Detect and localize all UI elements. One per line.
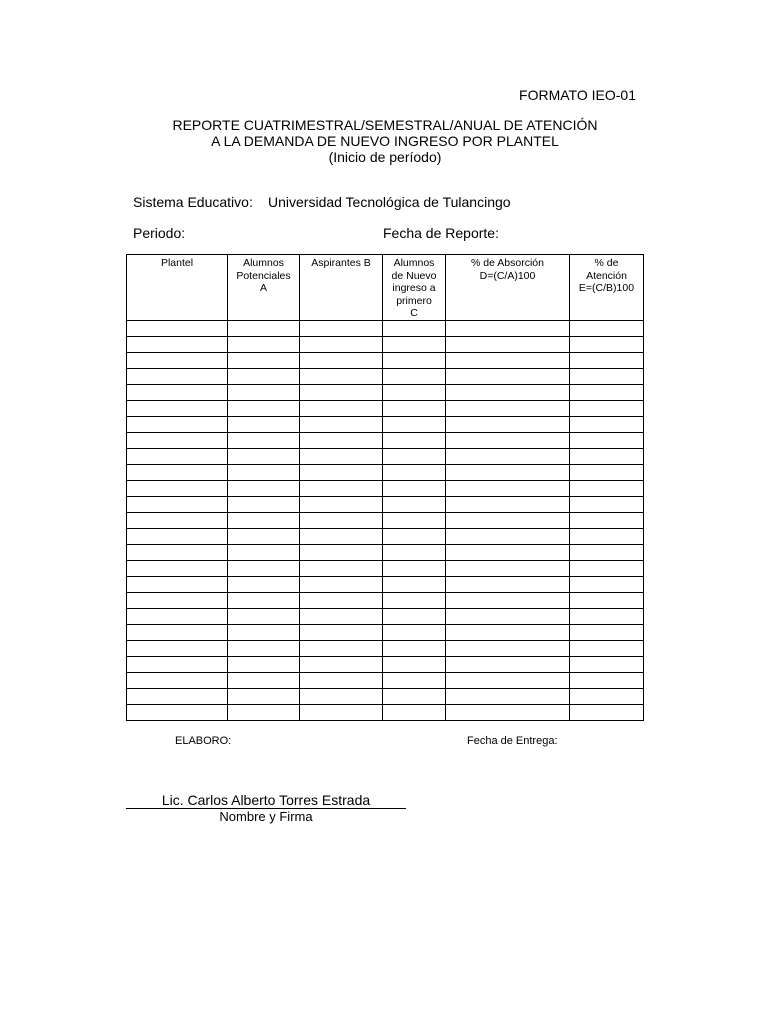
- table-cell: [383, 400, 446, 416]
- table-row: [127, 352, 644, 368]
- table-cell: [300, 640, 383, 656]
- report-date-label: Fecha de Reporte:: [383, 225, 499, 241]
- table-cell: [127, 608, 228, 624]
- table-cell: [228, 688, 300, 704]
- table-cell: [300, 336, 383, 352]
- table-cell: [570, 448, 644, 464]
- table-cell: [228, 624, 300, 640]
- header-line: primero: [396, 294, 432, 307]
- prepared-by-label: ELABORO:: [175, 735, 232, 747]
- table-cell: [570, 656, 644, 672]
- table-row: [127, 624, 644, 640]
- table-cell: [228, 496, 300, 512]
- table-cell: [383, 432, 446, 448]
- table-row: [127, 704, 644, 720]
- table-row: [127, 416, 644, 432]
- table-cell: [383, 384, 446, 400]
- header-line: C: [410, 307, 418, 319]
- table-cell: [383, 448, 446, 464]
- header-line: % de Absorción: [471, 257, 544, 269]
- table-cell: [383, 640, 446, 656]
- table-row: [127, 544, 644, 560]
- table-cell: [127, 656, 228, 672]
- table-row: [127, 400, 644, 416]
- table-cell: [446, 512, 570, 528]
- table-cell: [228, 352, 300, 368]
- format-code: FORMATO IEO-01: [519, 87, 636, 103]
- table-cell: [300, 672, 383, 688]
- table-cell: [570, 640, 644, 656]
- table-cell: [228, 464, 300, 480]
- table-cell: [300, 704, 383, 720]
- col-header-potential-students: [228, 255, 300, 321]
- table-cell: [127, 496, 228, 512]
- table-cell: [383, 672, 446, 688]
- table-cell: [570, 416, 644, 432]
- table-cell: [127, 432, 228, 448]
- table-cell: [127, 704, 228, 720]
- table-cell: [228, 608, 300, 624]
- table-cell: [228, 640, 300, 656]
- table-cell: [127, 320, 228, 336]
- table-cell: [127, 448, 228, 464]
- col-header-absorption: [446, 255, 570, 321]
- table-cell: [446, 320, 570, 336]
- table-cell: [127, 592, 228, 608]
- table-cell: [300, 576, 383, 592]
- table-cell: [570, 432, 644, 448]
- table-cell: [300, 432, 383, 448]
- table-row: [127, 384, 644, 400]
- table-cell: [127, 512, 228, 528]
- table-cell: [383, 464, 446, 480]
- header-line: Alumnos: [393, 257, 435, 269]
- table-cell: [228, 704, 300, 720]
- table-row: [127, 496, 644, 512]
- table-cell: [383, 608, 446, 624]
- table-cell: [570, 384, 644, 400]
- education-system-label: Sistema Educativo:: [133, 194, 253, 210]
- table-cell: [383, 416, 446, 432]
- table-cell: [300, 400, 383, 416]
- table-cell: [228, 480, 300, 496]
- table-cell: [300, 592, 383, 608]
- table-cell: [127, 624, 228, 640]
- table-cell: [228, 368, 300, 384]
- col-header-plantel: [127, 255, 228, 321]
- table-cell: [300, 448, 383, 464]
- table-cell: [383, 320, 446, 336]
- enrollment-report-table: [126, 254, 644, 721]
- table-row: [127, 672, 644, 688]
- table-cell: [228, 672, 300, 688]
- table-cell: [446, 480, 570, 496]
- table-cell: [300, 496, 383, 512]
- table-row: [127, 528, 644, 544]
- table-cell: [570, 336, 644, 352]
- table-cell: [300, 688, 383, 704]
- table-header-row: [127, 255, 644, 321]
- table-cell: [570, 464, 644, 480]
- table-cell: [570, 544, 644, 560]
- table-cell: [570, 576, 644, 592]
- table-cell: [383, 512, 446, 528]
- table-cell: [228, 560, 300, 576]
- table-cell: [446, 416, 570, 432]
- table-cell: [127, 560, 228, 576]
- header-line: ingreso a: [392, 282, 436, 294]
- table-cell: [300, 544, 383, 560]
- table-cell: [383, 528, 446, 544]
- education-system-value: Universidad Tecnológica de Tulancingo: [268, 194, 511, 210]
- table-cell: [228, 432, 300, 448]
- table-cell: [446, 336, 570, 352]
- table-cell: [300, 512, 383, 528]
- table-cell: [446, 640, 570, 656]
- signature-caption: Nombre y Firma: [219, 809, 313, 824]
- table-cell: [446, 432, 570, 448]
- header-line: % de: [594, 257, 619, 269]
- table-cell: [446, 560, 570, 576]
- signer-name: Lic. Carlos Alberto Torres Estrada: [161, 792, 371, 808]
- table-row: [127, 448, 644, 464]
- header-line: D=(C/A)100: [479, 269, 536, 282]
- table-cell: [570, 320, 644, 336]
- table-cell: [383, 576, 446, 592]
- table-cell: [446, 576, 570, 592]
- table-cell: [383, 704, 446, 720]
- col-header-applicants: [300, 255, 383, 321]
- col-header-new-students: [383, 255, 446, 321]
- header-line: Alumnos: [243, 257, 284, 269]
- table-row: [127, 464, 644, 480]
- table-cell: [383, 624, 446, 640]
- table-cell: [300, 464, 383, 480]
- table-row: [127, 640, 644, 656]
- table-cell: [300, 416, 383, 432]
- table-cell: [570, 528, 644, 544]
- table-row: [127, 688, 644, 704]
- table-cell: [383, 688, 446, 704]
- table-cell: [570, 688, 644, 704]
- table-cell: [300, 560, 383, 576]
- table-cell: [570, 672, 644, 688]
- table-cell: [383, 336, 446, 352]
- table-cell: [228, 448, 300, 464]
- table-cell: [127, 464, 228, 480]
- table-cell: [446, 384, 570, 400]
- table-cell: [446, 544, 570, 560]
- table-cell: [127, 688, 228, 704]
- period-label: Periodo:: [133, 225, 186, 241]
- table-cell: [228, 512, 300, 528]
- table-cell: [383, 496, 446, 512]
- table-cell: [383, 592, 446, 608]
- table-cell: [446, 656, 570, 672]
- report-title-line-1: REPORTE CUATRIMESTRAL/SEMESTRAL/ANUAL DE ATENCIÓN: [172, 117, 598, 133]
- table-cell: [446, 496, 570, 512]
- table-cell: [127, 368, 228, 384]
- col-header-attention: [570, 255, 644, 321]
- table-cell: [446, 368, 570, 384]
- table-cell: [570, 592, 644, 608]
- table-cell: [446, 608, 570, 624]
- table-row: [127, 608, 644, 624]
- table-cell: [570, 400, 644, 416]
- table-cell: [300, 368, 383, 384]
- table-cell: [570, 352, 644, 368]
- table-cell: [300, 352, 383, 368]
- table-cell: [383, 368, 446, 384]
- table-cell: [127, 336, 228, 352]
- table-cell: [446, 704, 570, 720]
- table-cell: [228, 416, 300, 432]
- table-cell: [446, 352, 570, 368]
- header-line: Plantel: [160, 257, 194, 269]
- table-cell: [570, 560, 644, 576]
- table-cell: [446, 528, 570, 544]
- table-cell: [127, 640, 228, 656]
- table-cell: [127, 352, 228, 368]
- table-cell: [446, 448, 570, 464]
- header-line: A: [259, 282, 267, 294]
- table-cell: [127, 480, 228, 496]
- table-cell: [383, 656, 446, 672]
- table-cell: [570, 624, 644, 640]
- table-cell: [300, 320, 383, 336]
- table-cell: [127, 576, 228, 592]
- table-cell: [446, 464, 570, 480]
- table-cell: [383, 480, 446, 496]
- table-cell: [570, 512, 644, 528]
- table-row: [127, 480, 644, 496]
- table-cell: [446, 624, 570, 640]
- table-cell: [446, 400, 570, 416]
- table-cell: [446, 688, 570, 704]
- header-line: de Nuevo: [391, 269, 437, 282]
- table-cell: [228, 400, 300, 416]
- report-title-line-2: A LA DEMANDA DE NUEVO INGRESO POR PLANTEL: [211, 133, 559, 149]
- table-cell: [228, 384, 300, 400]
- table-cell: [228, 336, 300, 352]
- table-cell: [127, 400, 228, 416]
- table-cell: [228, 656, 300, 672]
- table-cell: [383, 352, 446, 368]
- table-cell: [383, 560, 446, 576]
- table-cell: [570, 704, 644, 720]
- table-cell: [300, 624, 383, 640]
- table-row: [127, 656, 644, 672]
- table-cell: [570, 480, 644, 496]
- table-cell: [570, 496, 644, 512]
- table-row: [127, 576, 644, 592]
- table-row: [127, 336, 644, 352]
- table-cell: [228, 320, 300, 336]
- table-cell: [127, 416, 228, 432]
- header-line: Potenciales: [236, 269, 291, 282]
- table-cell: [228, 592, 300, 608]
- table-cell: [228, 544, 300, 560]
- table-cell: [127, 384, 228, 400]
- table-cell: [383, 544, 446, 560]
- table-row: [127, 592, 644, 608]
- table-row: [127, 368, 644, 384]
- delivery-date-label: Fecha de Entrega:: [467, 735, 558, 747]
- table-cell: [570, 368, 644, 384]
- table-cell: [446, 592, 570, 608]
- table-cell: [300, 656, 383, 672]
- header-line: Aspirantes B: [311, 257, 371, 269]
- table-row: [127, 560, 644, 576]
- table-cell: [228, 528, 300, 544]
- header-line: Atención: [586, 269, 627, 282]
- table-body: [127, 320, 644, 720]
- table-cell: [228, 576, 300, 592]
- table-cell: [127, 544, 228, 560]
- table-cell: [300, 480, 383, 496]
- table-row: [127, 512, 644, 528]
- table-cell: [446, 672, 570, 688]
- header-line: E=(C/B)100: [578, 282, 635, 294]
- table-cell: [127, 672, 228, 688]
- table-row: [127, 432, 644, 448]
- table-cell: [300, 608, 383, 624]
- table-cell: [570, 608, 644, 624]
- table-row: [127, 320, 644, 336]
- table-cell: [300, 384, 383, 400]
- report-title-line-3: (Inicio de período): [328, 149, 442, 165]
- table-cell: [127, 528, 228, 544]
- table-cell: [300, 528, 383, 544]
